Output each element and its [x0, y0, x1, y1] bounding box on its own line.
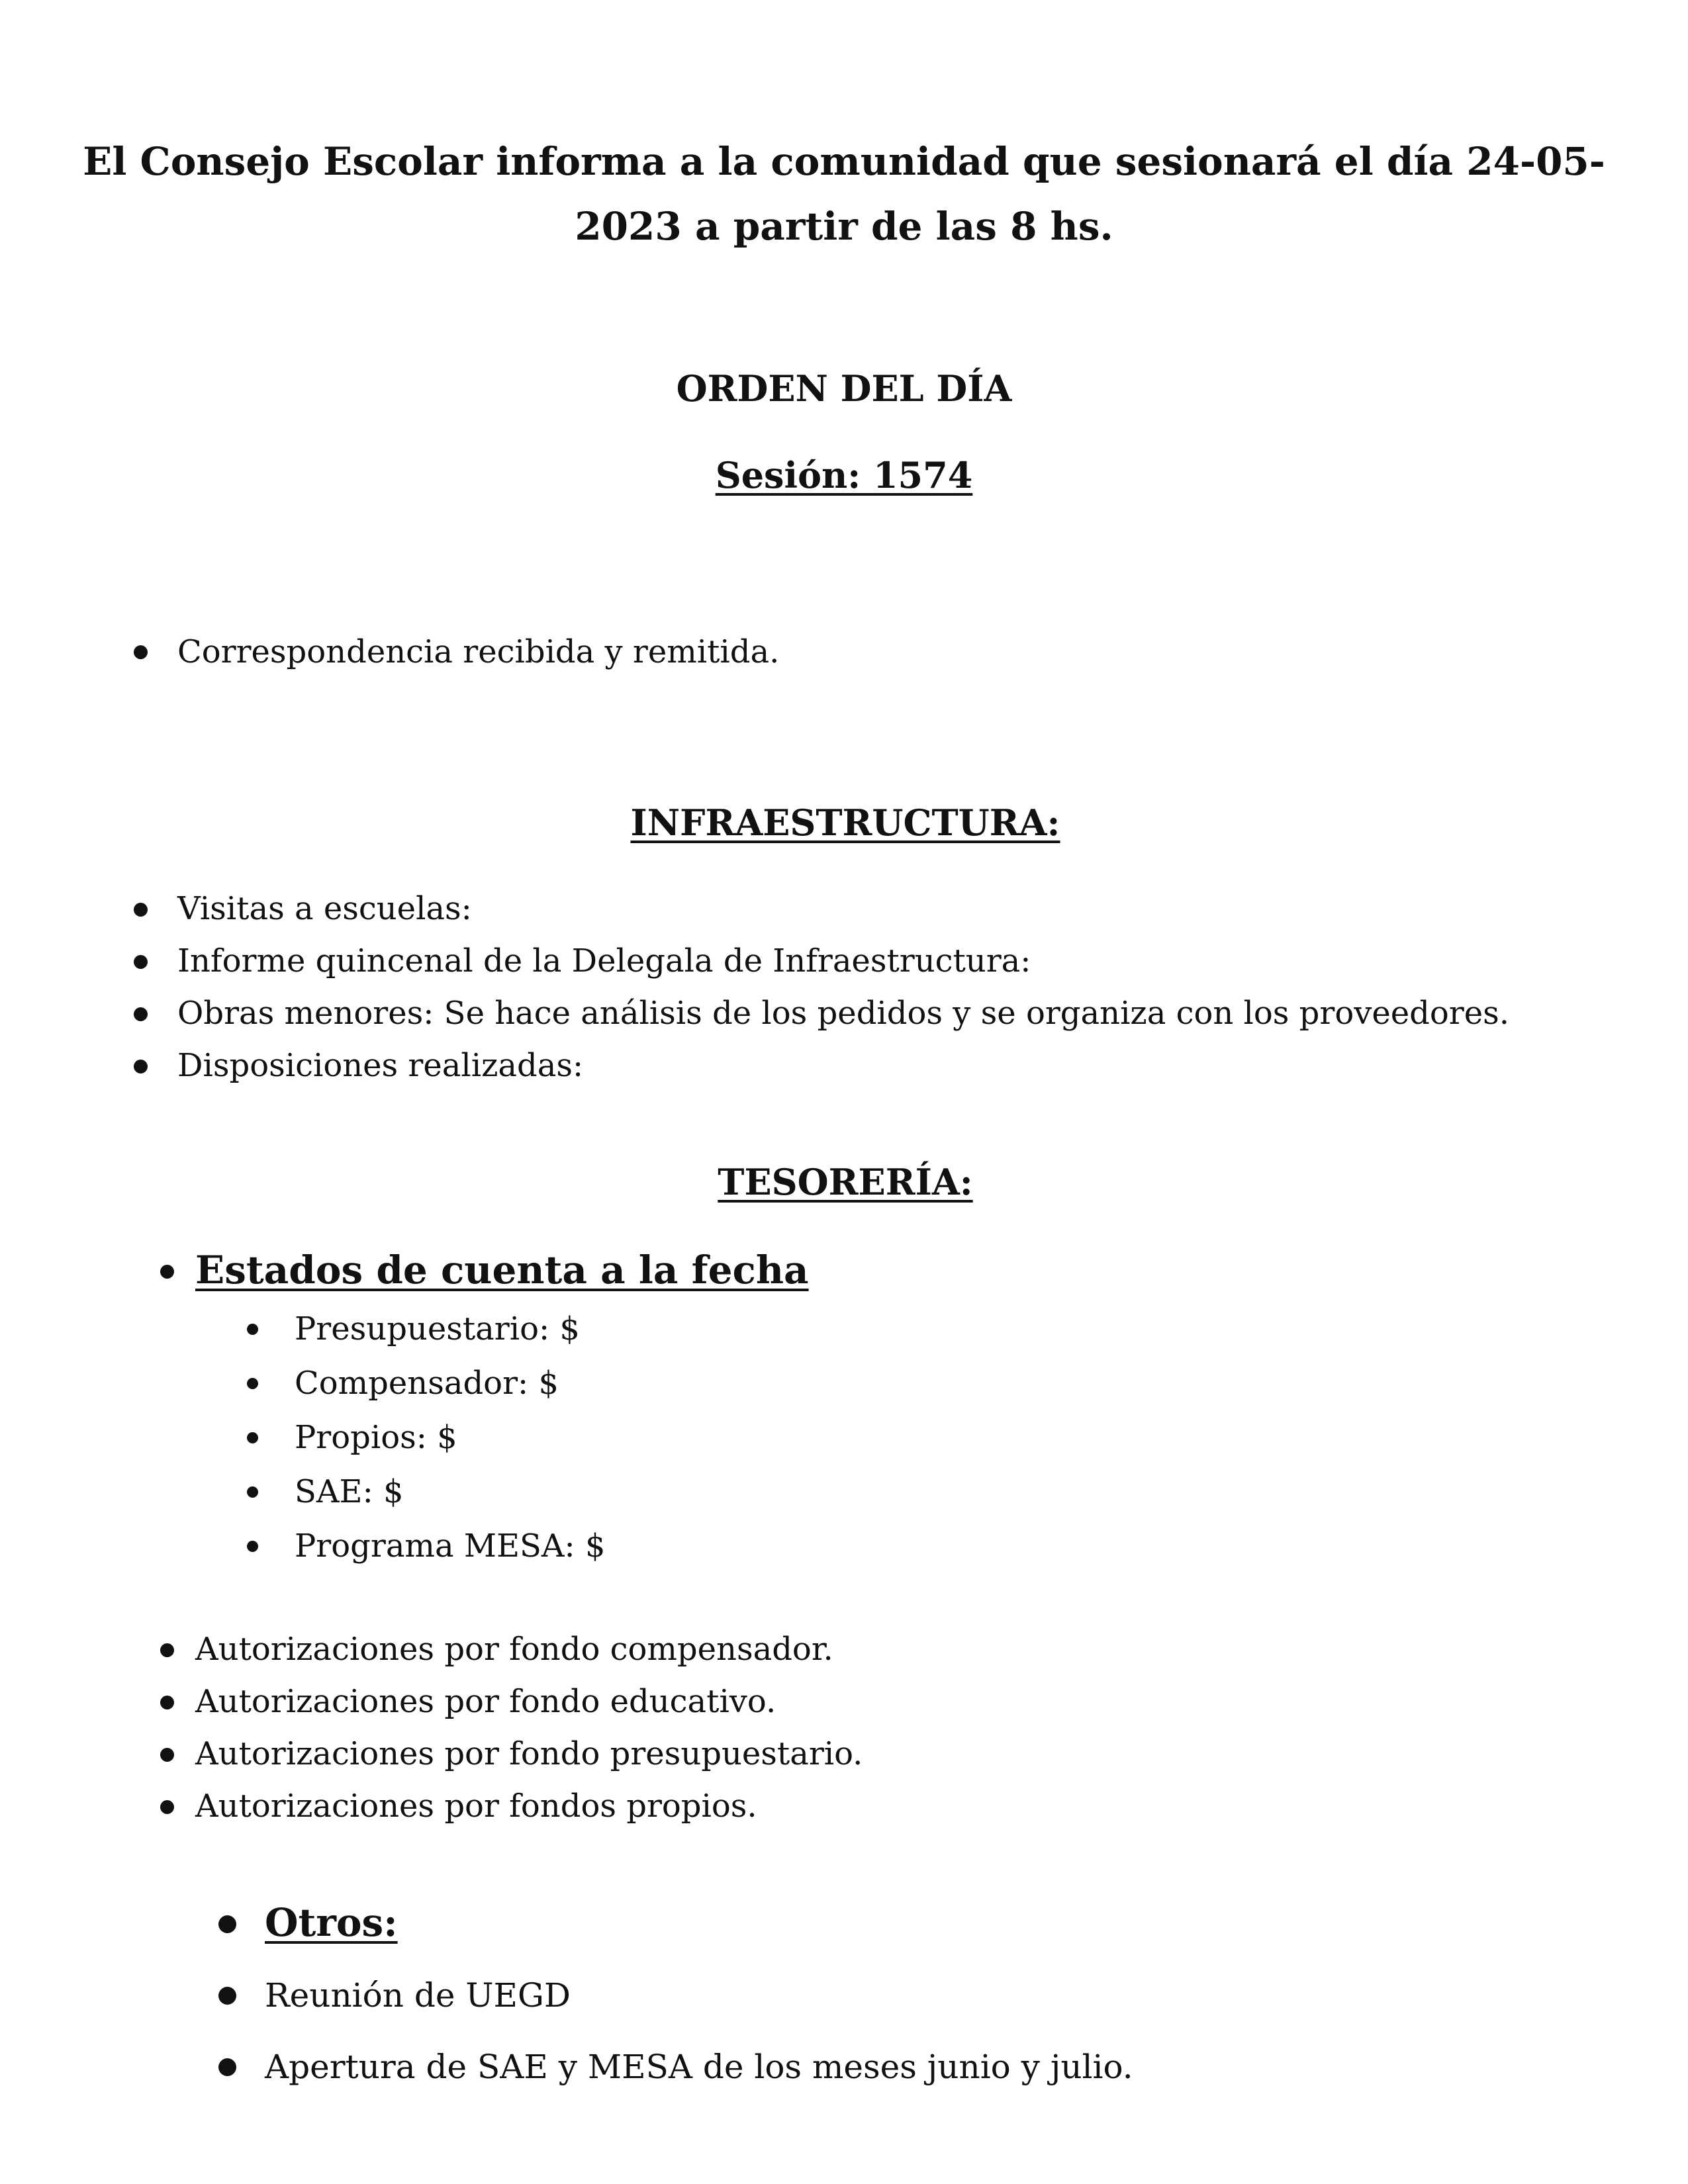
session-number-text: Sesión: 1574 [715, 454, 973, 496]
otros-heading-text: Otros: [265, 1900, 398, 1945]
bullet-icon [160, 1265, 174, 1279]
bullet-icon [160, 1643, 174, 1657]
agenda-heading: ORDEN DEL DÍA [676, 367, 1012, 410]
bullet-icon [134, 903, 148, 917]
bullet-icon [247, 1324, 258, 1335]
list-item-text: Presupuestario: $ [295, 1310, 580, 1347]
list-item-text: Autorizaciones por fondo presupuestario. [195, 1735, 863, 1772]
bullet-icon [218, 1915, 236, 1933]
list-item-text: Programa MESA: $ [295, 1527, 606, 1565]
bullet-icon [247, 1378, 258, 1389]
list-item-text: Autorizaciones por fondos propios. [195, 1788, 757, 1825]
infraestructura-heading [1, 799, 1688, 846]
bullet-icon [134, 955, 148, 969]
bullet-icon [247, 1486, 258, 1498]
list-item-text: Visitas a escuelas: [177, 890, 472, 927]
list-item-text: Obras menores: Se hace análisis de los pedidos y se organiza con los proveedores. [177, 995, 1510, 1032]
bullet-icon [247, 1541, 258, 1552]
bullet-icon [247, 1432, 258, 1443]
list-item-text: Autorizaciones por fondo compensador. [195, 1631, 833, 1668]
bullet-icon [218, 1987, 236, 2005]
list-item-text: Informe quincenal de la Delegala de Infraestructura: [177, 942, 1031, 979]
bullet-icon [134, 645, 148, 659]
bullet-icon [160, 1696, 174, 1709]
estados-heading [195, 1246, 809, 1295]
tesoreria-heading [1, 1159, 1688, 1205]
list-item-text: Reunión de UEGD [265, 1976, 571, 2015]
list-item-text: Compensador: $ [295, 1365, 559, 1402]
session-number [0, 452, 1688, 498]
infraestructura-heading-text: INFRAESTRUCTURA: [630, 801, 1060, 844]
list-item-text: Correspondencia recibida y remitida. [177, 633, 780, 670]
list-item-text: Propios: $ [295, 1419, 457, 1456]
otros-heading [265, 1898, 398, 1947]
bullet-icon [134, 1060, 148, 1073]
list-item-text: Disposiciones realizadas: [177, 1047, 584, 1084]
bullet-icon [160, 1800, 174, 1814]
bullet-icon [134, 1007, 148, 1021]
estados-heading-text: Estados de cuenta a la fecha [195, 1248, 809, 1293]
bullet-icon [160, 1748, 174, 1762]
list-item-text: Autorizaciones por fondo educativo. [195, 1683, 776, 1720]
bullet-icon [218, 2058, 236, 2076]
notice-title: El Consejo Escolar informa a la comunidad que sesionará el día 24-05-2023 a partir de las 8 hs. [83, 139, 1605, 249]
list-item-text: Apertura de SAE y MESA de los meses junio y julio. [265, 2048, 1133, 2086]
list-item-text: SAE: $ [295, 1473, 404, 1510]
tesoreria-heading-text: TESORERÍA: [718, 1161, 973, 1203]
